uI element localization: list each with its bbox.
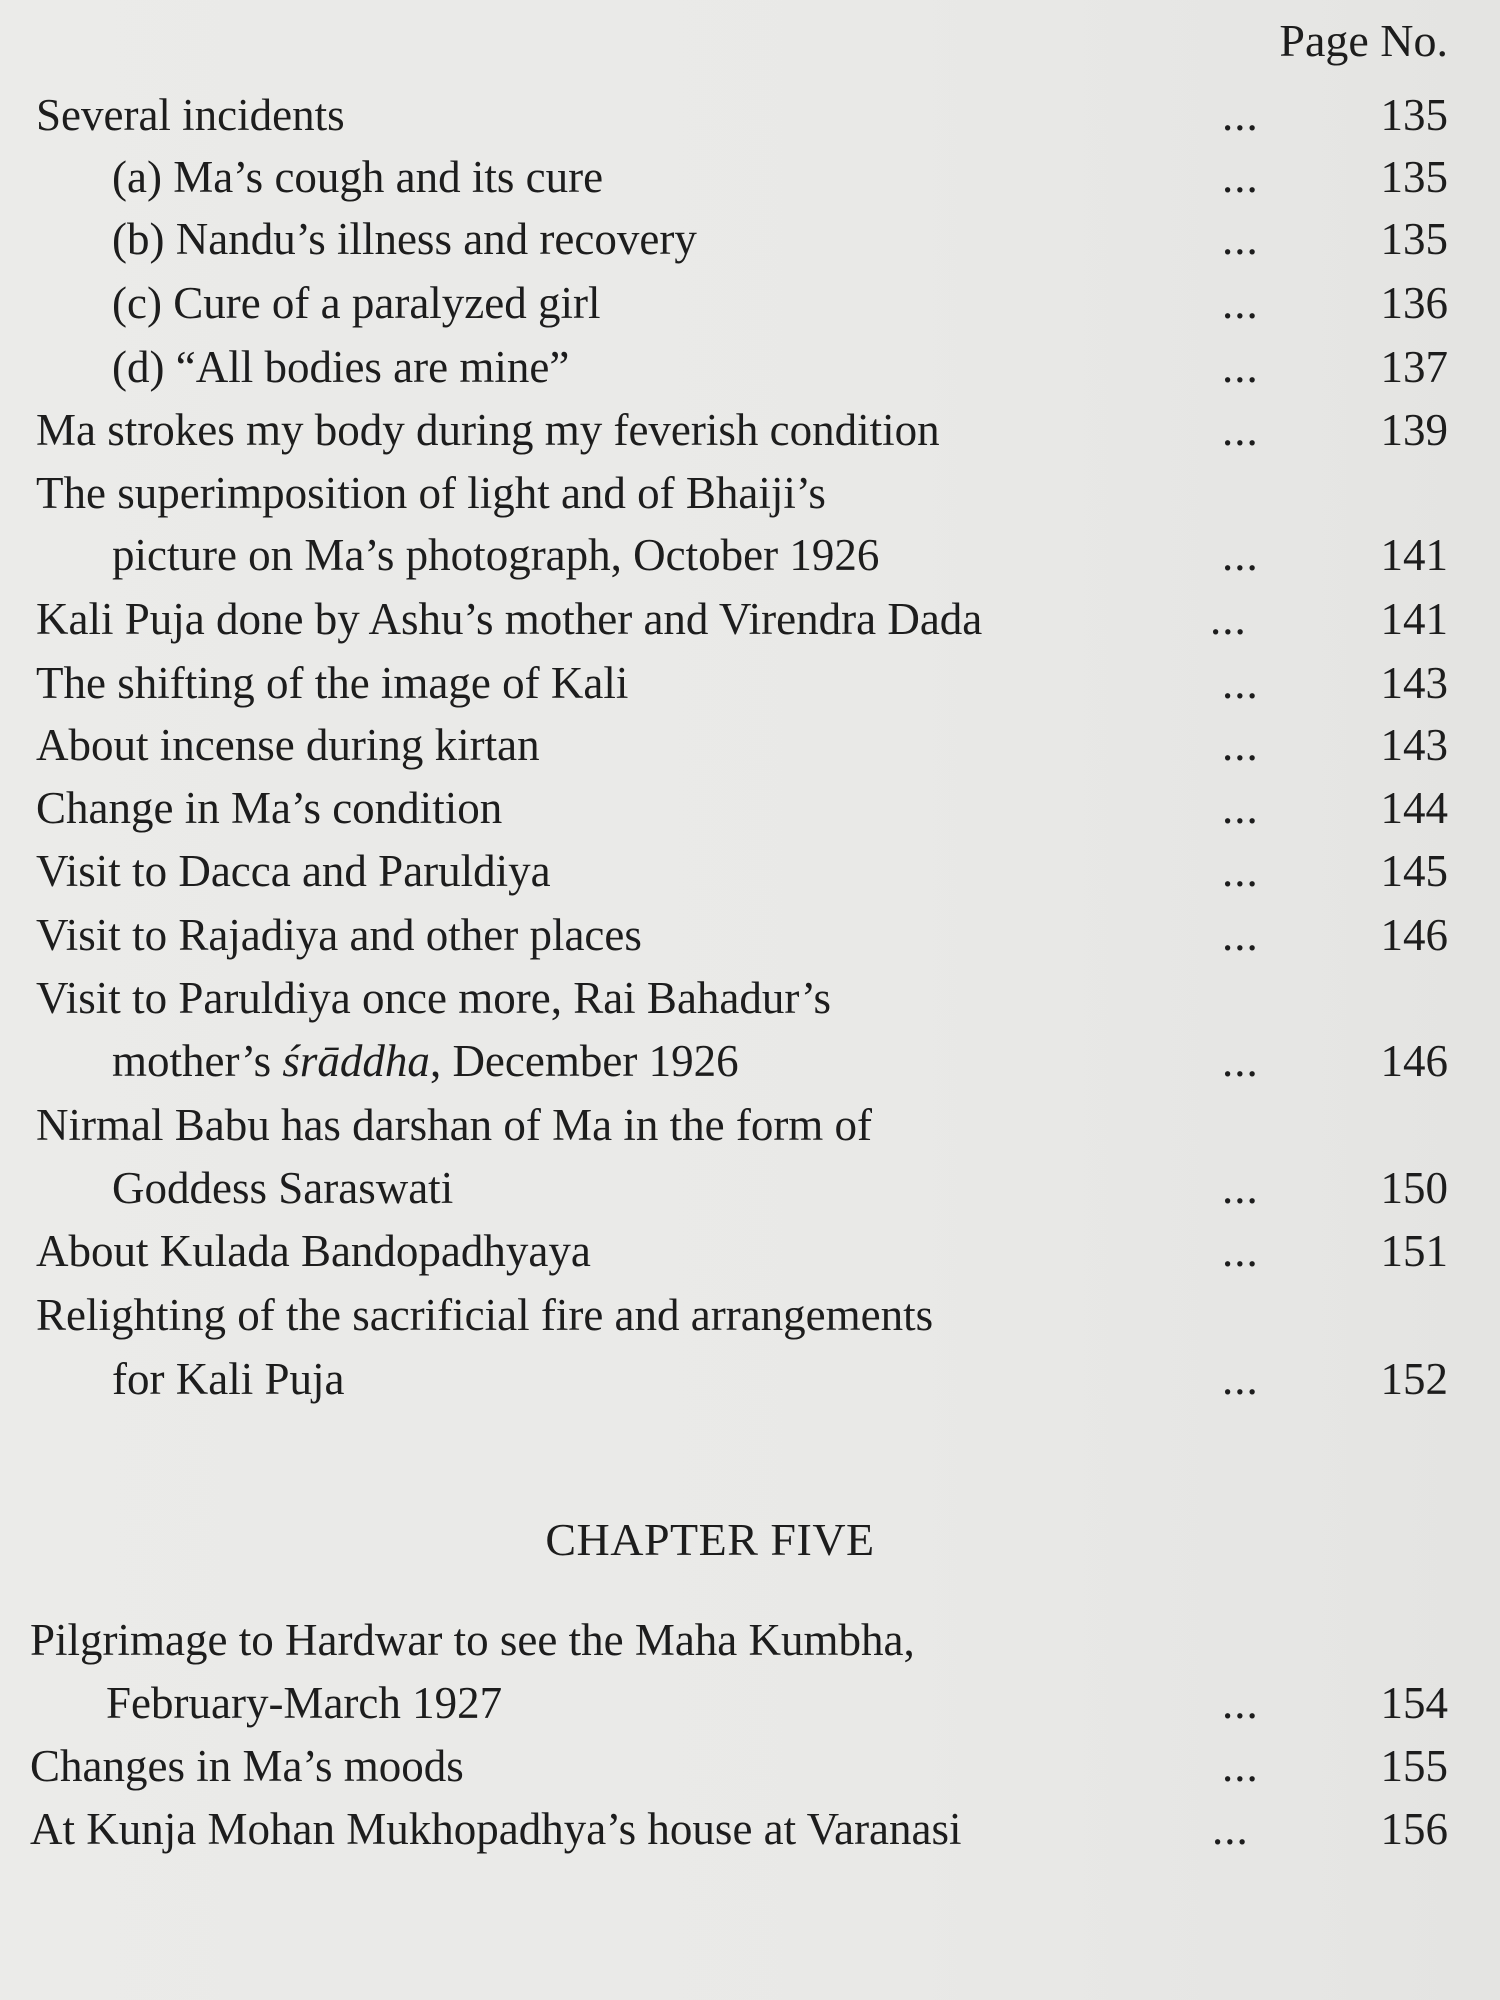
toc-entry xyxy=(0,84,1500,146)
page-number: 139 xyxy=(1380,405,1448,455)
page-number: 143 xyxy=(1380,658,1448,708)
entry-title: Nirmal Babu has darshan of Ma in the form of xyxy=(36,1100,873,1150)
leader-dots: ... xyxy=(1210,594,1247,644)
toc-entry-continuation xyxy=(0,1672,1500,1734)
leader-dots: ... xyxy=(1222,530,1259,580)
entry-title: Visit to Rajadiya and other places xyxy=(36,910,642,960)
entry-title: The superimposition of light and of Bhaiji’s xyxy=(36,468,826,518)
italic-term: śrāddha xyxy=(282,1036,430,1086)
entry-title: Visit to Dacca and Paruldiya xyxy=(36,846,551,896)
toc-entry xyxy=(0,1609,1500,1671)
page-number: 146 xyxy=(1380,910,1448,960)
toc-entry-continuation xyxy=(0,1348,1500,1410)
toc-entry xyxy=(0,1798,1500,1860)
toc-entry xyxy=(0,1735,1500,1797)
toc-entry xyxy=(0,652,1500,714)
toc-entry xyxy=(0,1094,1500,1156)
entry-title: (c) Cure of a paralyzed girl xyxy=(112,278,601,328)
toc-entry xyxy=(0,777,1500,839)
toc-entry xyxy=(0,967,1500,1029)
toc-entry xyxy=(0,840,1500,902)
leader-dots: ... xyxy=(1222,910,1259,960)
leader-dots: ... xyxy=(1222,1354,1259,1404)
page-number: 156 xyxy=(1380,1804,1448,1854)
toc-entry-continuation xyxy=(0,1157,1500,1219)
entry-title: Changes in Ma’s moods xyxy=(30,1741,464,1791)
page-number: 135 xyxy=(1380,152,1448,202)
leader-dots: ... xyxy=(1222,405,1259,455)
entry-title: Ma strokes my body during my feverish condition xyxy=(36,405,940,455)
toc-entry xyxy=(0,1220,1500,1282)
page-number: 141 xyxy=(1380,594,1448,644)
toc-entry xyxy=(0,336,1500,398)
entry-title: Several incidents xyxy=(36,90,345,140)
toc-entry xyxy=(0,1284,1500,1346)
page-number: 135 xyxy=(1380,90,1448,140)
page-number: 136 xyxy=(1380,278,1448,328)
toc-entry xyxy=(0,462,1500,524)
entry-title: At Kunja Mohan Mukhopadhya’s house at Varanasi xyxy=(30,1804,962,1854)
page-number: 145 xyxy=(1380,846,1448,896)
toc-entry xyxy=(0,904,1500,966)
page-no-heading: Page No. xyxy=(1279,15,1448,66)
toc-entry xyxy=(0,208,1500,270)
entry-title: Change in Ma’s condition xyxy=(36,783,503,833)
entry-title: (a) Ma’s cough and its cure xyxy=(112,152,604,202)
entry-title: Pilgrimage to Hardwar to see the Maha Kumbha, xyxy=(30,1615,915,1665)
entry-title: The shifting of the image of Kali xyxy=(36,658,629,708)
leader-dots: ... xyxy=(1222,658,1259,708)
page-number: 152 xyxy=(1380,1354,1448,1404)
page-number: 135 xyxy=(1380,214,1448,264)
leader-dots: ... xyxy=(1222,1741,1259,1791)
page-number: 154 xyxy=(1380,1678,1448,1728)
toc-entry-continuation xyxy=(0,524,1500,586)
entry-title: About Kulada Bandopadhyaya xyxy=(36,1226,591,1276)
leader-dots: ... xyxy=(1222,783,1259,833)
leader-dots: ... xyxy=(1222,342,1259,392)
entry-title: (b) Nandu’s illness and recovery xyxy=(112,214,697,264)
page-number: 144 xyxy=(1380,783,1448,833)
leader-dots: ... xyxy=(1222,214,1259,264)
entry-title: Kali Puja done by Ashu’s mother and Virendra Dada xyxy=(36,594,983,644)
leader-dots: ... xyxy=(1222,90,1259,140)
leader-dots: ... xyxy=(1222,152,1259,202)
entry-title: for Kali Puja xyxy=(112,1354,345,1404)
leader-dots: ... xyxy=(1222,1678,1259,1728)
chapter-heading xyxy=(0,1513,1500,1566)
leader-dots: ... xyxy=(1222,278,1259,328)
page-number: 150 xyxy=(1380,1163,1448,1213)
page-number: 137 xyxy=(1380,342,1448,392)
leader-dots: ... xyxy=(1222,720,1259,770)
entry-title: February-March 1927 xyxy=(106,1678,503,1728)
leader-dots: ... xyxy=(1222,1163,1259,1213)
toc-entry xyxy=(0,588,1500,650)
toc-entry xyxy=(0,714,1500,776)
leader-dots: ... xyxy=(1222,1226,1259,1276)
entry-title: (d) “All bodies are mine” xyxy=(112,342,570,392)
page-number: 151 xyxy=(1380,1226,1448,1276)
entry-title: Visit to Paruldiya once more, Rai Bahadur’s xyxy=(36,973,832,1023)
entry-title: Relighting of the sacrificial fire and arrangements xyxy=(36,1290,934,1340)
leader-dots: ... xyxy=(1212,1804,1249,1854)
entry-title: picture on Ma’s photograph, October 1926 xyxy=(112,530,880,580)
chapter-title: CHAPTER FIVE xyxy=(545,1514,875,1565)
toc-entry xyxy=(0,146,1500,208)
toc-entry-continuation xyxy=(0,1030,1500,1092)
leader-dots: ... xyxy=(1222,846,1259,896)
entry-title: About incense during kirtan xyxy=(36,720,540,770)
page-number: 143 xyxy=(1380,720,1448,770)
page-number: 155 xyxy=(1380,1741,1448,1791)
page-number: 141 xyxy=(1380,530,1448,580)
toc-entry xyxy=(0,399,1500,461)
toc-entry xyxy=(0,272,1500,334)
leader-dots: ... xyxy=(1222,1036,1259,1086)
page-number: 146 xyxy=(1380,1036,1448,1086)
entry-title: mother’s śrāddha, December 1926 xyxy=(112,1036,739,1086)
entry-title: Goddess Saraswati xyxy=(112,1163,454,1213)
